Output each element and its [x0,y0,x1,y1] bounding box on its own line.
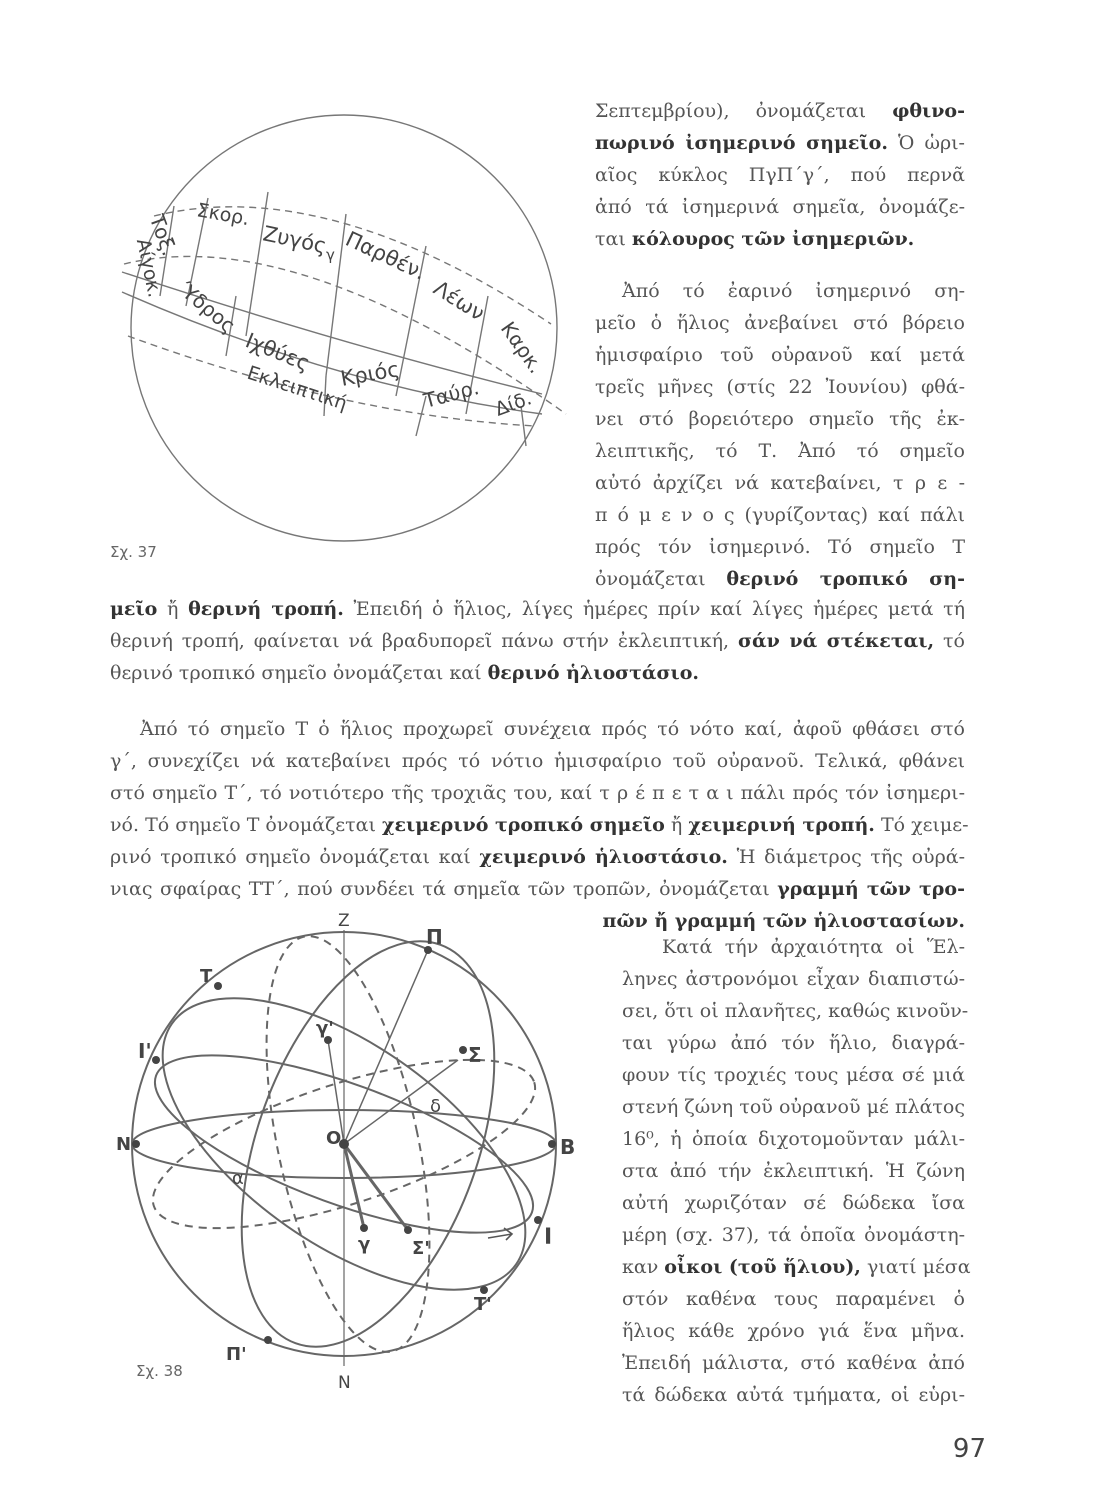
text-segment: νιας σφαίρας ΤΤ΄, πού συνδέει τά σημεῖα τῶν τροπῶν, ὀνομάζεται [110,878,778,900]
text-line [595,102,965,121]
text-line [595,314,965,333]
text-line [110,848,965,867]
point-label: δ [430,1096,442,1117]
point-label: Ο [326,1128,342,1149]
text-line [595,230,914,249]
text-segment: Ἀπό τό ἐαρινό ἰσημερινό ση- [622,280,965,302]
text-line [595,346,965,365]
text-line [622,970,965,989]
bold-term: κόλουρος τῶν ἰσημεριῶν. [631,228,915,250]
text-segment: Ἐπειδή ὁ ἥλιος, λίγες ἡμέρες πρίν καί λίγες ἡμέρες μετά τή [343,598,966,620]
bold-term: σάν νά στέκεται, [738,630,935,652]
zodiac-label: Ιχθύες [242,328,314,376]
text-line [595,378,965,397]
text-segment: μέρη (σχ. 37), τά ὁποῖα ὀνομάστη- [622,1224,965,1246]
celestial-sphere [131,115,557,541]
bold-term: χειμερινή τροπή. [688,814,875,836]
text-segment: γ΄, συνεχίζει νά κατεβαίνει πρός τό νότιο ἡμισφαίριο τοῦ οὐρανοῦ. Τελικά, φθάνει [110,750,965,772]
text-segment: ὀνομάζεται [595,568,727,590]
text-segment: πρός τόν ἰσημερινό. Τό σημεῖο Τ [595,536,965,558]
zodiac-label: Ζυγός [260,221,329,259]
text-segment: στενή ζώνη τοῦ οὐρανοῦ μέ πλάτος [622,1096,965,1118]
text-line [110,752,965,771]
figure-38-caption: Σχ. 38 [136,1362,183,1380]
text-line [110,632,965,651]
text-segment: ἡμισφαίριο τοῦ οὐρανοῦ καί μετά [595,344,965,366]
text-line [595,442,965,461]
bold-term: οἶκοι (τοῦ ἥλιου), [664,1256,861,1278]
text-line [622,1226,965,1245]
text-segment: Τό χειμε- [874,814,969,836]
text-segment: Κατά τήν ἀρχαιότητα οἱ Ἕλ- [662,936,965,958]
point-label: Σ [468,1043,482,1067]
text-line [622,1386,965,1405]
point-label: γ [358,1234,371,1255]
text-line [595,506,965,525]
point-label: Ι' [138,1039,152,1063]
text-line [622,1000,969,1022]
text-segment: φουν τίς τροχιές τους μέσα σέ μιά [622,1064,965,1086]
bold-term: χειμερινό τροπικό σημεῖο [381,814,665,836]
text-segment: αὐτό ἀρχίζει νά κατεβαίνει, τ ρ ε - [595,472,965,494]
text-line [110,784,965,803]
point-label: α [232,1168,244,1189]
text-segment: στα ἀπό τήν ἐκλειπτική. Ἡ ζώνη [622,1160,965,1182]
text-line [622,1256,971,1278]
text-segment: καν [622,1256,665,1278]
text-segment: ληνες ἀστρονόμοι εἶχαν διαπιστώ- [622,968,965,990]
text-line [595,474,965,493]
point-label: Ζ [338,911,350,931]
zodiac-label: Αίγοκ. [131,236,166,300]
page-number: 97 [952,1434,986,1464]
text-line [622,1322,965,1341]
text-line [110,880,965,899]
text-line [110,600,965,619]
bold-term: πῶν ἤ γραμμή τῶν ἡλιοστασίων. [602,910,965,932]
point-label: Π' [226,1344,247,1365]
text-segment: ται [595,228,632,250]
text-segment: στόν καθένα τους παραμένει ὁ [622,1288,965,1310]
point-label: Τ' [474,1294,492,1315]
text-segment: μεῖο ὁ ἥλιος ἀνεβαίνει στό βόρειο [595,312,965,334]
text-line [595,198,965,217]
figure-37-caption: Σχ. 37 [110,543,157,561]
text-line [622,1066,965,1085]
zodiac-label: Σκορ. [195,199,252,231]
text-line [595,538,965,557]
point-label: γ' [316,1018,334,1039]
text-line [622,1194,965,1213]
point-label: Σ' [412,1238,430,1259]
bold-term: θερινή τροπή. [188,598,344,620]
text-line [622,1162,965,1181]
zodiac-label: Δίδ. [492,387,535,421]
text-segment: λειπτικῆς, τό Τ. Ἀπό τό σημεῖο [595,440,965,462]
text-segment: Ἐπειδή μάλιστα, στό καθένα ἀπό [622,1352,965,1374]
text-line [662,938,965,957]
point-label: N [338,1373,351,1390]
figure-37-zodiac-sphere [96,96,596,566]
text-line [622,282,965,301]
point-label: Π [426,925,443,949]
text-line [622,1034,965,1053]
zodiac-label: Τοξ. [144,211,182,259]
bold-term: θερινό ἡλιοστάσιο. [487,662,700,684]
text-line [595,410,965,429]
zodiac-label: Καρκ. [495,317,549,378]
text-segment: τρεῖς μῆνες (στίς 22 Ἰουνίου) φθά- [595,376,965,398]
figure-38-celestial-sphere [108,910,588,1390]
text-segment: αῖος κύκλος ΠγΠ΄γ΄, πού περνᾶ [595,164,965,186]
text-line [595,570,965,589]
bold-term: χειμερινό ἡλιοστάσιο. [479,846,728,868]
bold-term: θερινό τροπικό ση- [726,568,965,590]
text-segment: Ἡ διάμετρος τῆς οὐρά- [727,846,966,868]
text-line [595,166,965,185]
text-segment: Σεπτεμβρίου), ὀνομάζεται [595,100,893,122]
text-segment: θερινό τροπικό σημεῖο ὀνομάζεται καί [110,662,488,684]
text-segment: τό [934,630,965,652]
text-segment: νό. Τό σημεῖο Τ ὀνομάζεται [110,814,382,836]
text-segment: ἀπό τά ἰσημερινά σημεῖα, ὀνομάζε- [595,196,965,218]
text-segment: τά δώδεκα αὐτά τμήματα, οἱ εὑρι- [622,1384,965,1406]
bold-term: φθινο- [892,100,965,122]
zodiac-label: Εκλειπτική [244,361,350,415]
text-segment: θερινή τροπή, φαίνεται νά βραδυπορεῖ πάνω στήν ἐκλειπτική, [110,630,739,652]
text-line [622,1290,965,1309]
bold-term: πωρινό ἰσημερινό σημεῖο. [595,132,888,154]
text-segment: σει, ὅτι οἱ πλανῆτες, καθώς κινοῦν- [622,1000,969,1022]
text-segment: ται γύρω ἀπό τόν ἥλιο, διαγρά- [622,1032,965,1054]
text-line [622,1098,965,1117]
point-label: Ν [116,1134,132,1155]
zodiac-label: Ταύρ. [421,375,482,413]
text-segment: Ἀπό τό σημεῖο Τ ὁ ἥλιος προχωρεῖ συνέχεια πρός τό νότο καί, ἀφοῦ φθάσει στό [140,718,965,740]
text-segment: αὐτή χωριζόταν σέ δώδεκα ἴσα [622,1192,965,1214]
text-segment: 16⁰, ἡ ὁποία διχοτομοῦνταν μάλι- [622,1128,965,1150]
text-line [622,1130,965,1149]
text-line [110,814,969,836]
point-label: Τ [200,966,213,987]
point-label: Ι [544,1225,553,1250]
text-segment: στό σημεῖο Τ΄, τό νοτιότερο τῆς τροχιᾶς του, καί τ ρ έ π ε τ α ι πάλι πρός τόν ἰσημερι- [110,782,965,804]
text-line [603,912,965,931]
text-segment: ἤ [664,814,689,836]
zodiac-label: Κριός [338,356,402,391]
text-segment: ἥλιος κάθε χρόνο γιά ἕνα μῆνα. [622,1320,965,1342]
text-line [622,1354,965,1373]
zodiac-label: Παρθέν. [341,226,430,285]
bold-term: γραμμή τῶν τρο- [777,878,965,900]
text-line [110,664,699,683]
text-segment: Ὁ ὡρι- [887,132,965,154]
text-line [595,134,965,153]
text-segment: ἤ [157,598,189,620]
zodiac-label: Ύδρος [174,277,241,338]
text-segment: νει στό βορειότερο σημεῖο τῆς ἐκ- [595,408,965,430]
zodiac-label: Λέων [429,275,489,326]
text-segment: π ό μ ε ν ο ς (γυρίζοντας) καί πάλι [595,504,965,526]
text-line [140,720,965,739]
text-segment: γιατί μέσα [860,1256,971,1278]
zodiac-label: γ [326,246,335,264]
point-label: Β [560,1135,576,1159]
text-segment: ρινό τροπικό σημεῖο ὀνομάζεται καί [110,846,480,868]
bold-term: μεῖο [110,598,158,620]
